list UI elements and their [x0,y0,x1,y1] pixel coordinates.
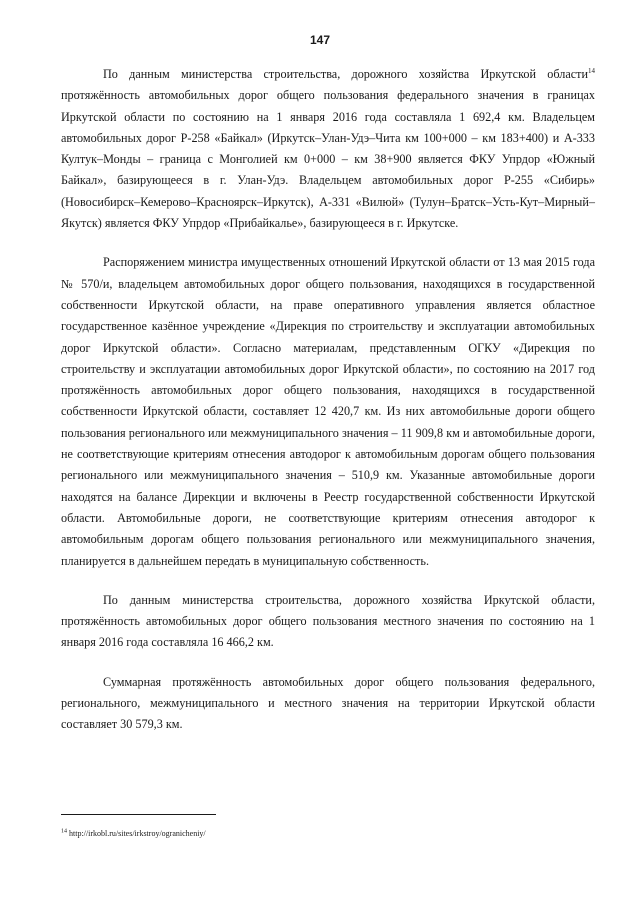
footnote-marker: 14 [61,828,67,835]
paragraph-regional-roads: Распоряжением министра имущественных отношений Иркутской области от 13 мая 2015 года № 570/и, владельцем автомобильных дорог общего пользования, находящихся в государственной собственности Иркутской области, на праве оперативного управления является областное государственное казённое учреждение «Дирекция по строительству и эксплуатации автомобильных дорог Иркутской области». Согласно материалам, представленным ОГКУ «Дирекция по строительству и эксплуатации автомобильных дорог Иркутской области», по состоянию на 2017 год протяжённость автомобильных дорог общего пользования, находящихся в государственной собственности Иркутской области, составляет 12 420,7 км. Из них автомобильные дороги общего пользования регионального или межмуниципального значения – 11 909,8 км и автомобильные дороги, не соответствующие критериям отнесения автодорог к автомобильным дорогам общего пользования регионального или межмуниципального значения – 510,9 км. Указанные автомобильные дороги находятся на балансе Дирекции и включены в Реестр государственной собственности Иркутской области. Автомобильные дороги, не соответствующие критериям отнесения автодорог к автомобильным дорогам общего пользования регионального или межмуниципального значения, планируется в дальнейшем передать в муниципальную собственность. [61,255,595,568]
footnote-divider [61,814,216,815]
paragraph-federal-roads [61,64,595,234]
paragraph-text: По данным министерства строительства, дорожного хозяйства Иркутской области [103,67,588,81]
paragraph-text: протяжённость автомобильных дорог общего пользования федерального значения в границах Иркутской области по состоянию на 1 января 2016 года составляла 1 692,4 км. Владельцем автомобильных дорог Р-258 «Байкал» (Иркутск–Улан-Удэ–Чита км 100+000 – км 183+400) и А-333 Култук–Монды – граница с Монголией км 0+000 – км 38+900 является ФКУ Упрдор «Южный Байкал», базирующееся в г. Улан-Удэ. Владельцем автомобильных дорог Р-255 «Сибирь» (Новосибирск–Кемерово–Красноярск–Иркутск), А-331 «Вилюй» (Тулун–Братск–Усть-Кут–Мирный–Якутск) является ФКУ Упрдор «Прибайкалье», базирующееся в г. Иркутске. [61,88,595,231]
footnote [61,828,595,839]
body-text [61,64,595,754]
paragraph-local-roads: По данным министерства строительства, дорожного хозяйства Иркутской области, протяжённость автомобильных дорог общего пользования местного значения по состоянию на 1 января 2016 года составляла 16 466,2 км. [61,592,595,650]
paragraph-total-roads: Суммарная протяжённость автомобильных дорог общего пользования федерального, регионального, межмуниципального и местного значения на территории Иркутской области составляет 30 579,3 км. [61,674,595,732]
page-number: 147 [309,33,331,47]
footnote-link[interactable]: http://irkobl.ru/sites/irkstroy/ogranicheniy/ [67,829,206,838]
footnote-reference[interactable]: 14 [588,66,595,75]
